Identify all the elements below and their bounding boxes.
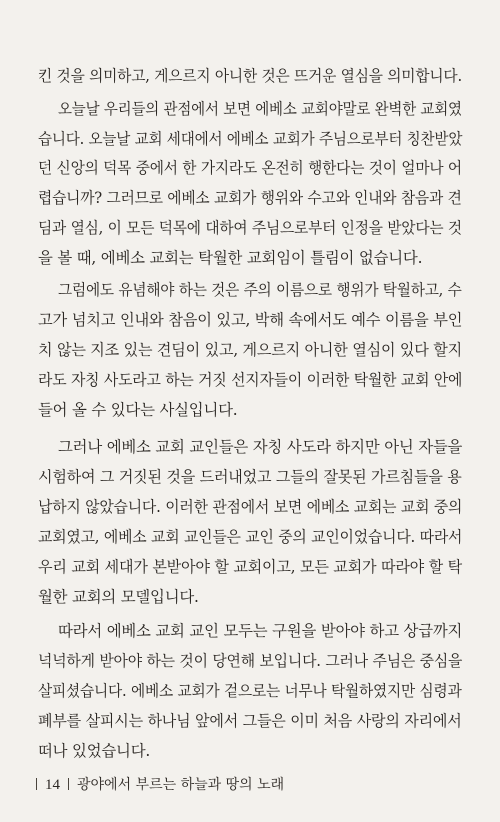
book-title: 광야에서 부르는 하늘과 땅의 노래 [77, 777, 285, 793]
text-line: 그럼에도 유념해야 하는 것은 주의 이름으로 행위가 탁월하고, 수 [58, 281, 462, 299]
text-line: 교회였고, 에베소 교회 교인들은 교인 중의 교인이었습니다. 따라서 [38, 528, 463, 546]
text-line: 월한 교회의 모델입니다. [38, 588, 199, 606]
text-line: 따라서 에베소 교회 교인 모두는 구원을 받아야 하고 상급까지 [58, 622, 463, 640]
text-line: 시험하여 그 거짓된 것을 드러내었고 그들의 잘못된 가르침들을 용 [38, 468, 462, 486]
text-line: 오늘날 우리들의 관점에서 보면 에베소 교회야말로 완벽한 교회였 [58, 100, 462, 118]
text-line: 고가 넘치고 인내와 참음이 있고, 박해 속에서도 예수 이름을 부인 [38, 311, 463, 329]
text-line: 치 않는 지조 있는 견딤이 있고, 게으르지 아니한 열심이 있다 할지 [38, 341, 462, 359]
divider [36, 778, 37, 790]
text-line: 킨 것을 의미하고, 게으르지 아니한 것은 뜨거운 열심을 의미합니다. [38, 67, 462, 85]
text-line: 우리 교회 세대가 본받아야 할 교회이고, 모든 교회가 따라야 할 탁 [38, 558, 462, 576]
text-line: 살피셨습니다. 에베소 교회가 겉으로는 너무나 탁월하였지만 심령과 [38, 682, 462, 700]
page-footer [36, 774, 284, 794]
text-line: 폐부를 살피시는 하나님 앞에서 그들은 이미 처음 사랑의 자리에서 [38, 712, 462, 730]
divider [68, 778, 69, 790]
text-line: 들어 올 수 있다는 사실입니다. [38, 401, 238, 419]
text-line: 을 볼 때, 에베소 교회는 탁월한 교회임이 틀림이 없습니다. [38, 249, 423, 267]
text-line: 그러나 에베소 교회 교인들은 자칭 사도라 하지만 아닌 자들을 [58, 438, 463, 456]
text-line: 던 신앙의 덕목 중에서 한 가지라도 온전히 행한다는 것이 얼마나 어 [38, 159, 462, 177]
text-line: 렵습니까? 그러므로 에베소 교회가 행위와 수고와 인내와 참음과 견 [38, 189, 462, 207]
text-line: 넉넉하게 받아야 하는 것이 당연해 보입니다. 그러나 주님은 중심을 [38, 652, 463, 670]
page-number: 14 [45, 777, 60, 793]
text-line: 라도 자칭 사도라고 하는 거짓 선지자들이 이러한 탁월한 교회 안에 [38, 371, 463, 389]
text-line: 습니다. 오늘날 교회 세대에서 에베소 교회가 주님으로부터 칭찬받았 [38, 130, 463, 148]
text-line: 떠나 있었습니다. [38, 742, 151, 760]
text-line: 딤과 열심, 이 모든 덕목에 대하여 주님으로부터 인정을 받았다는 것 [38, 219, 462, 237]
text-line: 납하지 않았습니다. 이러한 관점에서 보면 에베소 교회는 교회 중의 [38, 498, 463, 516]
